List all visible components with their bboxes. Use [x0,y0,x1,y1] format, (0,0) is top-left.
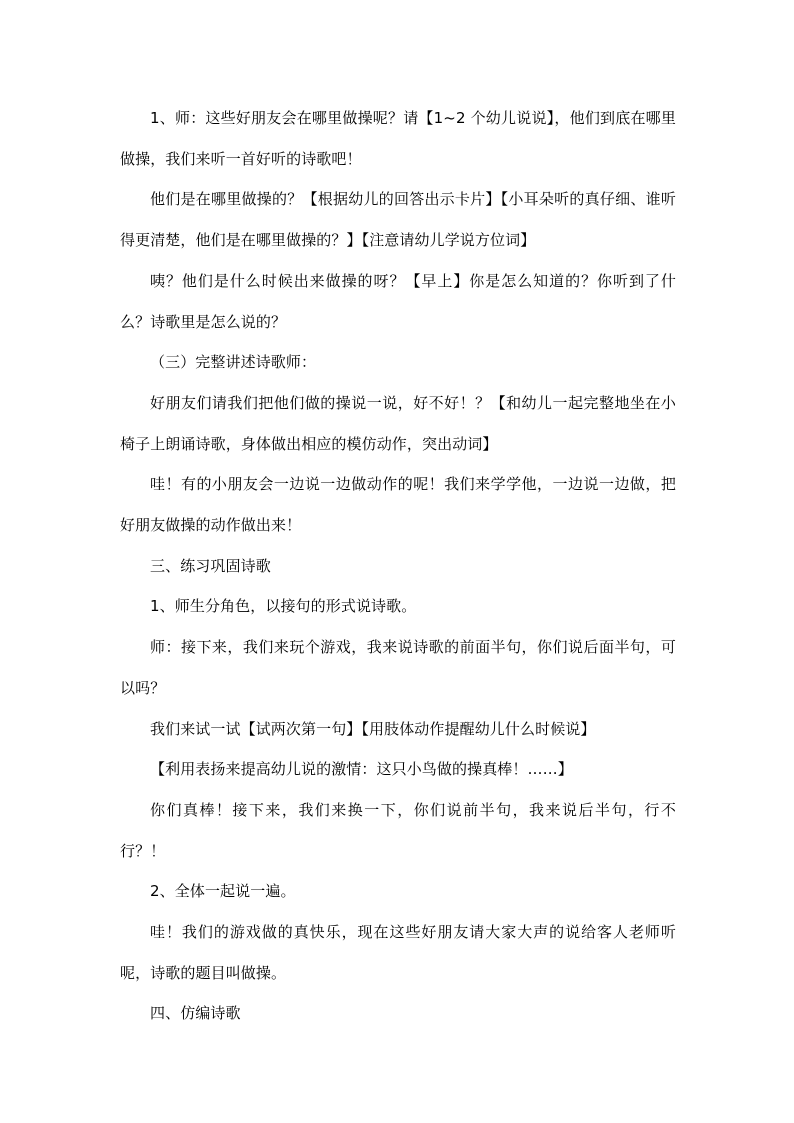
paragraph-2: 他们是在哪里做操的？【根据幼儿的回答出示卡片】【小耳朵听的真仔细、谁听得更清楚，他们是在哪里做操的？】【注意请幼儿学说方位词】 [120,190,676,250]
paragraph-14: 哇！我们的游戏做的真快乐，现在这些好朋友请大家大声的说给客人老师听呢，诗歌的题目叫做操。 [120,923,676,982]
paragraph-11: 【利用表扬来提高幼儿说的激情：这只小鸟做的操真棒！……】 [150,760,573,779]
paragraph-13: 2、全体一起说一遍。 [150,882,296,901]
paragraph-1: 1、师：这些好朋友会在哪里做操呢？请【1~2 个幼儿说说】，他们到底在哪里做操，我们来听一首好听的诗歌吧！ [120,109,676,168]
section-heading-adapt: 四、仿编诗歌 [150,1004,241,1023]
paragraph-9: 师：接下来，我们来玩个游戏，我来说诗歌的前面半句，你们说后面半句，可以吗？ [120,638,676,697]
paragraph-6: 哇！有的小朋友会一边说一边做动作的呢！我们来学学他，一边说一边做，把好朋友做操的动作做出来！ [120,475,676,535]
section-heading-practice: 三、练习巩固诗歌 [150,556,271,575]
paragraph-8: 1、师生分角色，以接句的形式说诗歌。 [150,597,417,616]
paragraph-10: 我们来试一试【试两次第一句】【用肢体动作提醒幼儿什么时候说】 [150,719,596,738]
section-heading-3: （三）完整讲述诗歌师： [150,353,317,372]
document-body [120,98,676,1034]
paragraph-5: 好朋友们请我们把他们做的操说一说，好不好！？【和幼儿一起完整地坐在小椅子上朗诵诗歌，身体做出相应的模仿动作，突出动词】 [120,393,676,453]
paragraph-3: 咦？他们是什么时候出来做操的呀？【早上】你是怎么知道的？你听到了什么？诗歌里是怎么说的？ [120,271,676,331]
paragraph-12: 你们真棒！接下来，我们来换一下，你们说前半句，我来说后半句，行不行？！ [120,800,676,860]
